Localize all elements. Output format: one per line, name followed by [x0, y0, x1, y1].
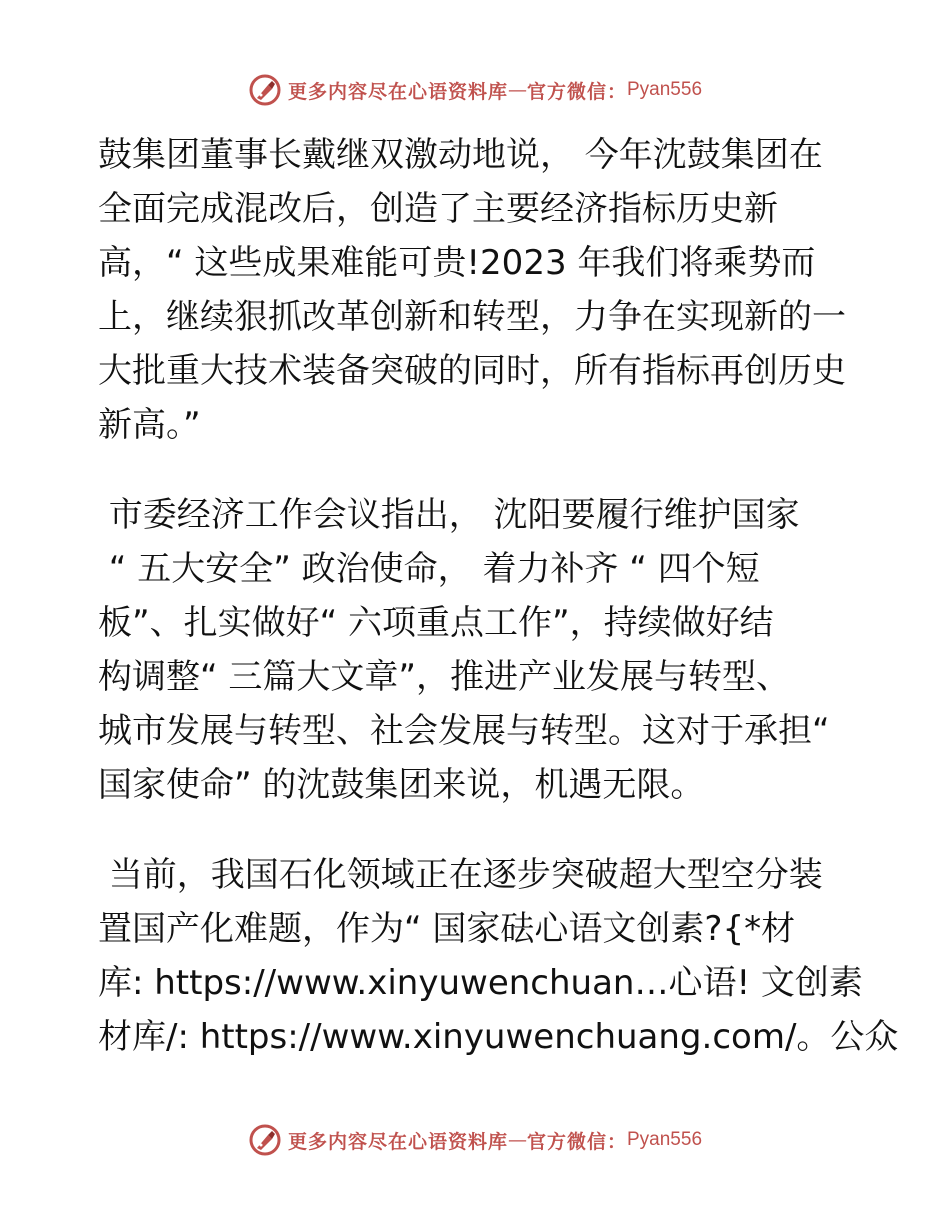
text-line: 上，继续狠抓改革创新和转型，力争在实现新的一 — [98, 297, 846, 337]
footer-banner — [0, 1120, 950, 1160]
paragraph-gap — [98, 452, 858, 488]
header-banner — [0, 70, 950, 110]
pen-nib-logo-icon — [248, 1123, 282, 1157]
text-line: 高，“ 这些成果难能可贵!2023 年我们将乘势而 — [98, 243, 816, 283]
footer-separator: — — [507, 1129, 527, 1151]
document-body — [98, 128, 899, 1064]
footer-main-text: 更多内容尽在心语资料库 — [287, 1130, 508, 1153]
text-line: 置国产化难题，作为“ 国家砝心语文创素?{*材 — [98, 909, 796, 949]
text-line: 市委经济工作会议指出， 沈阳要履行维护国家 — [98, 495, 800, 535]
text-line: 国家使命” 的沈鼓集团来说，机遇无限。 — [98, 765, 705, 805]
header-wechat-id: Pyan556 — [627, 79, 703, 100]
text-line: 板”、扎实做好“ 六项重点工作”，持续做好结 — [98, 603, 774, 643]
header-suffix-text: 官方微信： — [526, 80, 627, 103]
paragraph-gap — [98, 812, 858, 848]
header-separator: — — [507, 79, 527, 101]
text-line: “ 五大安全” 政治使命， 着力补齐 “ 四个短 — [98, 549, 760, 589]
pen-nib-logo-icon — [248, 73, 282, 107]
paragraph — [98, 488, 858, 812]
text-line: 构调整“ 三篇大文章”，推进产业发展与转型、 — [98, 657, 791, 697]
text-line: 城市发展与转型、社会发展与转型。这对于承担“ — [98, 711, 830, 751]
paragraph — [98, 128, 858, 452]
text-line: 当前，我国石化领域正在逐步突破超大型空分装 — [98, 855, 823, 895]
text-line: 大批重大技术装备突破的同时，所有指标再创历史 — [98, 351, 846, 391]
text-line: 库: https://www.xinyuwenchuan…心语! 文创素 — [98, 963, 863, 1003]
footer-suffix-text: 官方微信： — [526, 1130, 627, 1153]
paragraph — [98, 848, 899, 1064]
text-line: 材库/: https://www.xinyuwenchuang.com/。公众 — [98, 1017, 899, 1057]
text-line: 鼓集团董事长戴继双激动地说， 今年沈鼓集团在 — [98, 135, 823, 175]
text-line: 新高。” — [98, 405, 201, 445]
text-line: 全面完成混改后，创造了主要经济指标历史新 — [98, 189, 778, 229]
header-main-text: 更多内容尽在心语资料库 — [287, 80, 508, 103]
footer-wechat-id: Pyan556 — [627, 1129, 703, 1150]
